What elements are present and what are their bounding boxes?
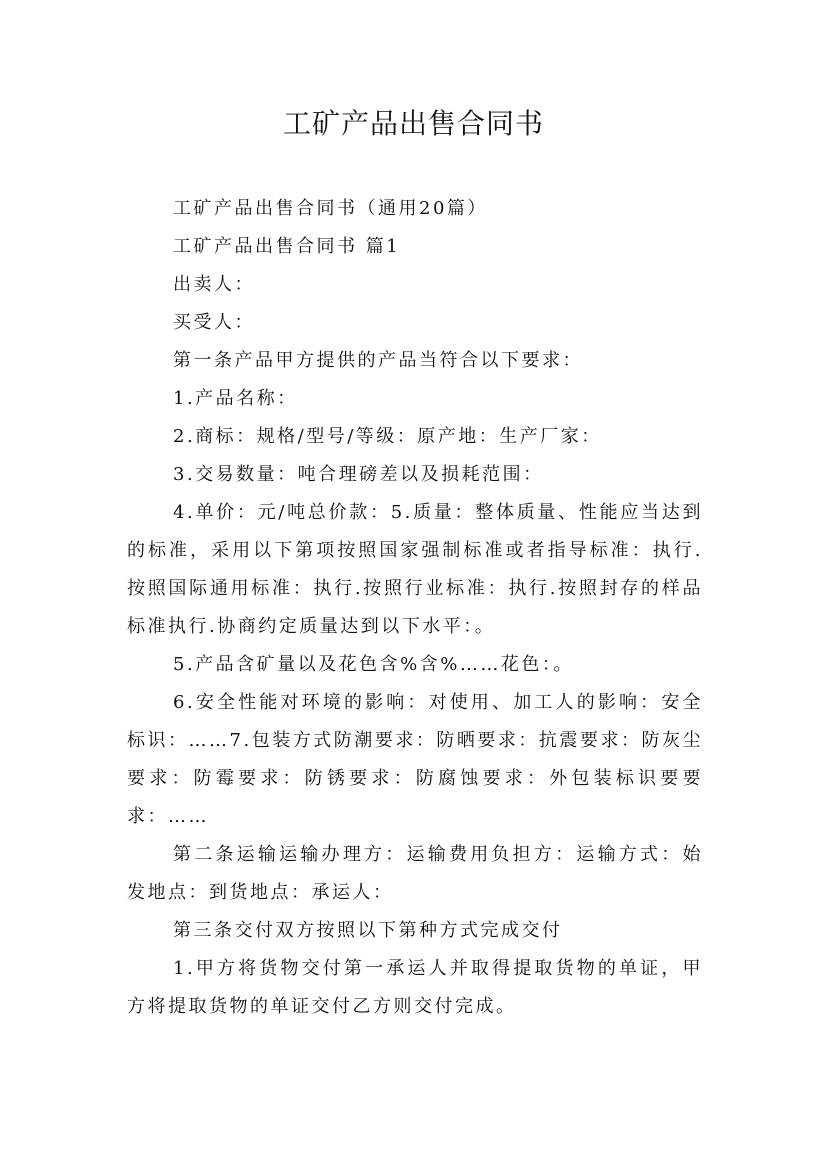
- paragraph-clause-2: 第二条运输运输办理方：运输费用负担方：运输方式：始发地点：到货地点：承运人：: [127, 844, 703, 903]
- paragraph-item-2: 2.商标：规格/型号/等级：原产地：生产厂家：: [173, 426, 602, 447]
- paragraph-item-4: 4.单价：元/吨总价款：5.质量：整体质量、性能应当达到的标准，采用以下第项按照国家强制标准或者指导标准：执行.按照国际通用标准：执行.按照行业标准：执行.按照封存的样品标准执行.协商约定质量达到以下水平：。: [127, 502, 703, 637]
- paragraph-item-6: 6.安全性能对环境的影响：对使用、加工人的影响：安全标识：……7.包装方式防潮要求：防晒要求：抗震要求：防灰尘要求：防霉要求：防锈要求：防腐蚀要求：外包装标识要要求：……: [127, 692, 703, 827]
- paragraph-article-heading: 工矿产品出售合同书 篇1: [173, 236, 401, 257]
- document-title: 工矿产品出售合同书: [282, 107, 544, 140]
- document-body: [127, 190, 703, 1026]
- paragraph-buyer: 买受人：: [173, 312, 255, 333]
- paragraph-item-5: 5.产品含矿量以及花色含%含%……花色：。: [173, 654, 574, 675]
- paragraph-item-3: 3.交易数量：吨合理磅差以及损耗范围：: [173, 464, 544, 485]
- paragraph-subtitle: 工矿产品出售合同书（通用20篇）: [173, 198, 488, 219]
- paragraph-clause-3: 第三条交付双方按照以下第种方式完成交付: [173, 920, 563, 941]
- paragraph-seller: 出卖人：: [173, 274, 255, 295]
- paragraph-clause-1: 第一条产品甲方提供的产品当符合以下要求：: [173, 350, 583, 371]
- paragraph-item-1: 1.产品名称：: [173, 388, 298, 409]
- paragraph-clause-3-item-1: 1.甲方将货物交付第一承运人并取得提取货物的单证，甲方将提取货物的单证交付乙方则交付完成。: [127, 958, 703, 1017]
